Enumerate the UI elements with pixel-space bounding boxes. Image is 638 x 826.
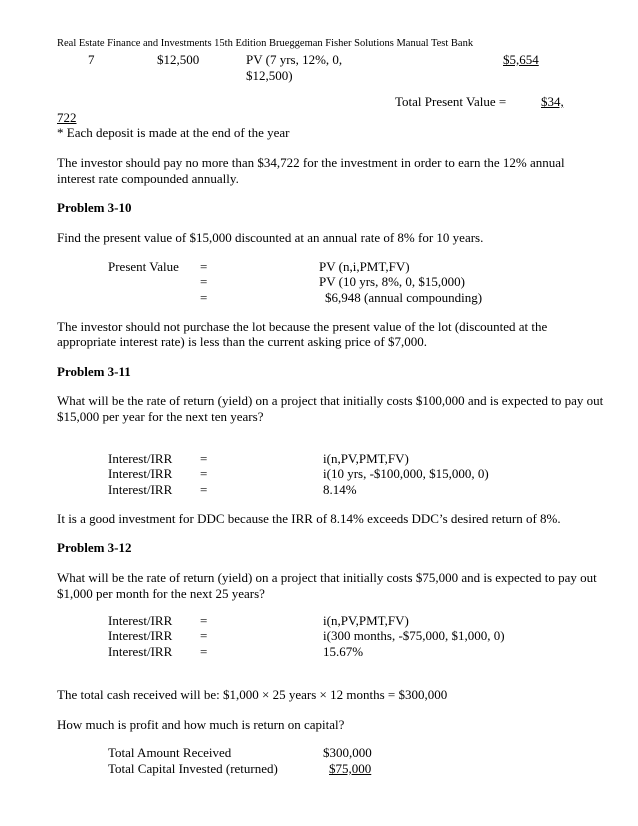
problem-3-12-total-cash: The total cash received will be: $1,000 × 25 years × 12 months = $300,000 [57, 687, 448, 702]
problem-3-12-eq: = [200, 644, 208, 659]
problem-3-10-label: Present Value [108, 259, 179, 274]
problem-3-12-question-line1: What will be the rate of return (yield) on a project that initially costs $75,000 and is expected to pay out [57, 570, 597, 585]
pv-row-formula-line2: $12,500) [246, 68, 293, 83]
problem-3-12-step: 15.67% [323, 644, 364, 659]
problem-3-12-label: Interest/IRR [108, 613, 173, 628]
problem-3-10-answer-line1: The investor should not purchase the lot because the present value of the lot (discounted at the [57, 319, 548, 334]
deposit-note: * Each deposit is made at the end of the year [57, 125, 290, 140]
problem-3-12-eq: = [200, 613, 208, 628]
problem-3-11-label: Interest/IRR [108, 451, 173, 466]
problem-3-12-profit-question: How much is profit and how much is return on capital? [57, 717, 345, 732]
problem-3-12-step: i(300 months, -$75,000, $1,000, 0) [323, 628, 505, 643]
problem-3-10-eq: = [200, 274, 208, 289]
problem-3-12-step: i(n,PV,PMT,FV) [323, 613, 409, 628]
summary-value-invested: $75,000 [329, 761, 372, 776]
problem-3-10-eq: = [200, 290, 208, 305]
problem-3-10-answer-line2: appropriate interest rate) is less than the current asking price of $7,000. [57, 334, 428, 349]
conclusion-line1: The investor should pay no more than $34,722 for the investment in order to earn the 12% annual [57, 155, 565, 170]
problem-3-12-eq: = [200, 628, 208, 643]
problem-3-11-step: 8.14% [323, 482, 357, 497]
problem-3-11-label: Interest/IRR [108, 482, 173, 497]
problem-3-12-question-line2: $1,000 per month for the next 25 years? [57, 586, 265, 601]
problem-3-11-answer: It is a good investment for DDC because the IRR of 8.14% exceeds DDC’s desired return of 8%. [57, 511, 561, 526]
problem-3-10-step: PV (10 yrs, 8%, 0, $15,000) [319, 274, 466, 289]
problem-3-11-step: i(10 yrs, -$100,000, $15,000, 0) [323, 466, 489, 481]
pv-row-result: $5,654 [503, 52, 539, 67]
problem-3-11-step: i(n,PV,PMT,FV) [323, 451, 409, 466]
problem-3-10-question: Find the present value of $15,000 discounted at an annual rate of 8% for 10 years. [57, 230, 484, 245]
problem-3-12-label: Interest/IRR [108, 644, 173, 659]
summary-label-received: Total Amount Received [108, 745, 232, 760]
problem-3-10-eq: = [200, 259, 208, 274]
pv-row-formula-line1: PV (7 yrs, 12%, 0, [246, 52, 343, 67]
summary-label-invested: Total Capital Invested (returned) [108, 761, 278, 776]
problem-3-11-eq: = [200, 451, 208, 466]
problem-3-11-label: Interest/IRR [108, 466, 173, 481]
problem-3-10-title: Problem 3-10 [57, 200, 132, 215]
conclusion-line2: interest rate compounded annually. [57, 171, 239, 186]
problem-3-11-eq: = [200, 482, 208, 497]
problem-3-12-label: Interest/IRR [108, 628, 173, 643]
problem-3-11-eq: = [200, 466, 208, 481]
problem-3-10-step: $6,948 (annual compounding) [325, 290, 483, 305]
page-header: Real Estate Finance and Investments 15th Edition Brueggeman Fisher Solutions Manual Test Bank [57, 38, 474, 49]
problem-3-11-question-line1: What will be the rate of return (yield) on a project that initially costs $100,000 and is expected to pay out [57, 393, 604, 408]
pv-row-amount: $12,500 [157, 52, 200, 67]
problem-3-10-step: PV (n,i,PMT,FV) [319, 259, 410, 274]
problem-3-11-title: Problem 3-11 [57, 364, 131, 379]
problem-3-11-question-line2: $15,000 per year for the next ten years? [57, 409, 264, 424]
total-pv-value-part1: $34, [541, 94, 564, 109]
pv-row-year: 7 [88, 52, 95, 67]
problem-3-12-title: Problem 3-12 [57, 540, 132, 555]
total-pv-label: Total Present Value = [395, 94, 507, 109]
total-pv-value-part2: 722 [57, 110, 77, 125]
summary-value-received: $300,000 [323, 745, 372, 760]
